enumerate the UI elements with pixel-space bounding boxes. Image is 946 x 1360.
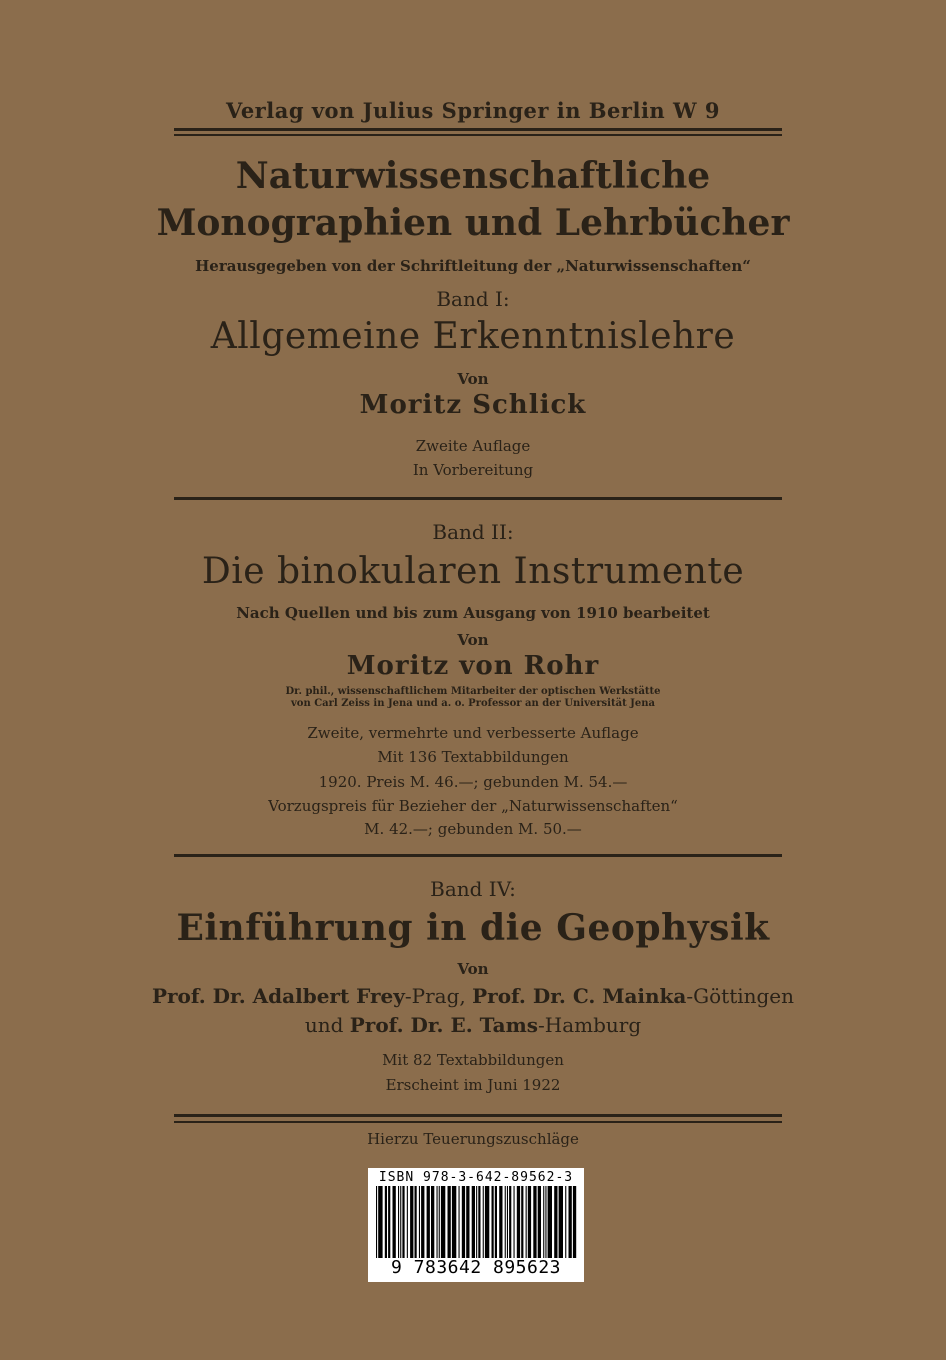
barcode-bar: [410, 1186, 413, 1258]
barcode-bar: [545, 1186, 546, 1258]
barcode-bar: [517, 1186, 520, 1258]
divider: [174, 1114, 782, 1117]
barcode-bar: [452, 1186, 456, 1258]
barcode-bar: [398, 1186, 399, 1258]
band1-author: Moritz Schlick: [359, 390, 587, 420]
band4-author-mainka: Prof. Dr. C. Mainka: [472, 984, 687, 1008]
barcode-bar: [462, 1186, 465, 1258]
band2-illustrations: Mit 136 Textabbildungen: [377, 748, 569, 766]
band2-price: 1920. Preis M. 46.—; gebunden M. 54.—: [318, 773, 628, 791]
series-title-line2: Monographien und Lehrbücher: [156, 202, 790, 244]
band2-subtitle: Nach Quellen und bis zum Ausgang von 1910 bearbeitet: [236, 604, 710, 622]
band2-label: Band II:: [432, 520, 514, 544]
barcode-bar: [402, 1186, 404, 1258]
barcode-bar: [483, 1186, 484, 1258]
band2-credentials-1: Dr. phil., wissenschaftlichem Mitarbeiter der optischen Werkstätte: [285, 686, 661, 697]
band4-von: Von: [457, 960, 489, 978]
band4-author-tams-place: -Hamburg: [538, 1013, 642, 1037]
band4-label: Band IV:: [430, 877, 516, 901]
barcode-bar: [538, 1186, 541, 1258]
barcode-bar: [505, 1186, 506, 1258]
barcode-bar: [431, 1186, 434, 1258]
divider: [174, 854, 782, 857]
barcode-bar: [514, 1186, 515, 1258]
band4-authors-line1: [0, 984, 946, 1008]
barcode-bar: [437, 1186, 438, 1258]
barcode-bar: [385, 1186, 387, 1258]
isbn-label: ISBN 978-3-642-89562-3: [378, 1170, 574, 1185]
barcode-bar: [565, 1186, 566, 1258]
barcode-bar: [376, 1186, 377, 1258]
band1-label: Band I:: [436, 287, 510, 311]
band2-author: Moritz von Rohr: [346, 651, 600, 681]
divider: [174, 128, 782, 131]
barcode-bar: [439, 1186, 440, 1258]
isbn-digits: 9 783642 895623: [390, 1257, 562, 1278]
barcode-bar: [415, 1186, 417, 1258]
barcode-bar: [476, 1186, 477, 1258]
surcharge-note: Hierzu Teuerungszuschläge: [367, 1130, 579, 1148]
barcode-bar: [448, 1186, 451, 1258]
band4-author-frey: Prof. Dr. Adalbert Frey: [151, 984, 405, 1008]
band1-status: In Vorbereitung: [412, 461, 534, 479]
barcode-bar: [466, 1186, 469, 1258]
divider: [174, 497, 782, 500]
barcode-bar: [419, 1186, 420, 1258]
isbn-barcode: [368, 1168, 584, 1282]
barcode-bar: [526, 1186, 527, 1258]
barcode-bar: [492, 1186, 494, 1258]
barcode-bar: [378, 1186, 382, 1258]
barcode-bar: [441, 1186, 445, 1258]
barcode-bar: [393, 1186, 396, 1258]
barcode-bar: [472, 1186, 475, 1258]
series-title-line1: Naturwissenschaftliche: [235, 155, 711, 197]
barcode-bar: [388, 1186, 390, 1258]
publisher-line: Verlag von Julius Springer in Berlin W 9: [225, 98, 721, 123]
barcode-bar: [495, 1186, 497, 1258]
barcode-bar: [499, 1186, 502, 1258]
band1-von: Von: [457, 370, 489, 388]
series-editor-line: Herausgegeben von der Schriftleitung der „Naturwissenschaften“: [195, 257, 751, 275]
barcode-bar: [533, 1186, 536, 1258]
band4-author-mainka-place: -Göttingen: [686, 984, 795, 1008]
barcode-bar: [459, 1186, 460, 1258]
band1-edition: Zweite Auflage: [415, 437, 531, 455]
barcode-bar: [507, 1186, 508, 1258]
barcode-bar: [478, 1186, 480, 1258]
barcode-bar: [528, 1186, 531, 1258]
band4-author-tams: Prof. Dr. E. Tams: [349, 1013, 538, 1037]
band4-author-frey-place: -Prag,: [404, 984, 473, 1008]
band2-preferred-price: M. 42.—; gebunden M. 50.—: [364, 820, 582, 838]
band4-authors-line2: [0, 1013, 946, 1037]
barcode-bar: [509, 1186, 511, 1258]
barcode-bars: [374, 1186, 578, 1258]
divider: [174, 1121, 782, 1123]
band2-preferred: Vorzugspreis für Bezieher der „Naturwissenschaften“: [268, 797, 678, 815]
barcode-bar: [421, 1186, 424, 1258]
barcode-bar: [427, 1186, 430, 1258]
barcode-bar: [400, 1186, 401, 1258]
band4-status: Erscheint im Juni 1922: [385, 1076, 561, 1094]
barcode-bar: [569, 1186, 572, 1258]
barcode-bar: [407, 1186, 408, 1258]
barcode-bar: [573, 1186, 576, 1258]
band2-edition: Zweite, vermehrte und verbesserte Auflage: [307, 724, 639, 742]
divider: [174, 134, 782, 136]
barcode-bar: [521, 1186, 523, 1258]
barcode-bar: [548, 1186, 552, 1258]
barcode-bar: [485, 1186, 489, 1258]
barcode-bar: [554, 1186, 557, 1258]
band2-von: Von: [457, 631, 489, 649]
band2-credentials-2: von Carl Zeiss in Jena und a. o. Professor an der Universität Jena: [290, 698, 656, 709]
band1-title: Allgemeine Erkenntnislehre: [210, 316, 736, 357]
band2-title: Die binokularen Instrumente: [201, 551, 745, 592]
barcode-bar: [543, 1186, 544, 1258]
band4-title: Einführung in die Geophysik: [176, 907, 770, 949]
band4-und: und: [304, 1013, 350, 1037]
barcode-bar: [559, 1186, 563, 1258]
band4-illustrations: Mit 82 Textabbildungen: [382, 1051, 564, 1069]
